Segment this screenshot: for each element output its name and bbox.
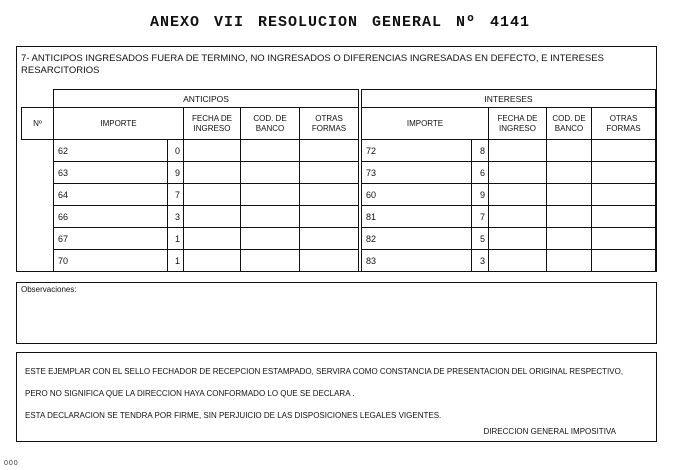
footer-signature: DIRECCION GENERAL IMPOSITIVA (483, 427, 616, 436)
row-number: 66 (54, 206, 168, 228)
cod-cell[interactable] (547, 250, 592, 272)
table-row (22, 206, 359, 228)
check-digit: 1 (168, 228, 184, 250)
cod-cell[interactable] (547, 184, 592, 206)
col-cod-banco: COD. DE BANCO (241, 108, 300, 140)
fecha-cell[interactable] (184, 184, 241, 206)
otras-cell[interactable] (300, 228, 359, 250)
row-number: 72 (362, 140, 472, 162)
intereses-header: INTERESES (362, 90, 656, 108)
cod-cell[interactable] (241, 162, 300, 184)
otras-cell[interactable] (300, 184, 359, 206)
table-row (362, 162, 656, 184)
otras-cell[interactable] (592, 206, 656, 228)
anticipos-table (21, 89, 359, 272)
cod-cell[interactable] (241, 206, 300, 228)
check-digit: 3 (168, 206, 184, 228)
check-digit: 7 (168, 184, 184, 206)
footer-box (16, 352, 657, 442)
page-marker: 000 (4, 460, 19, 467)
fecha-cell[interactable] (489, 140, 547, 162)
row-number: 81 (362, 206, 472, 228)
col-fecha-ingreso: FECHA DE INGRESO (184, 108, 241, 140)
row-number: 70 (54, 250, 168, 272)
check-digit: 3 (472, 250, 489, 272)
table-row (362, 250, 656, 272)
cod-cell[interactable] (547, 228, 592, 250)
col-num: Nº (22, 108, 54, 140)
fecha-cell[interactable] (184, 206, 241, 228)
table-row (22, 228, 359, 250)
footer-line-3: ESTA DECLARACION SE TENDRA POR FIRME, SIN PERJUICIO DE LAS DISPOSICIONES LEGALES VIGENTES. (25, 411, 442, 420)
fecha-cell[interactable] (184, 140, 241, 162)
table-row (22, 250, 359, 272)
cod-cell[interactable] (241, 184, 300, 206)
col-importe: IMPORTE (54, 108, 184, 140)
row-number: 64 (54, 184, 168, 206)
table-row (362, 140, 656, 162)
col-cod-banco: COD. DE BANCO (547, 108, 592, 140)
cod-cell[interactable] (547, 206, 592, 228)
observaciones-box[interactable] (16, 282, 657, 344)
fecha-cell[interactable] (184, 250, 241, 272)
fecha-cell[interactable] (489, 250, 547, 272)
table-row (22, 162, 359, 184)
table-row (362, 228, 656, 250)
otras-cell[interactable] (592, 162, 656, 184)
otras-cell[interactable] (300, 140, 359, 162)
table-row (22, 140, 359, 162)
footer-line-2: PERO NO SIGNIFICA QUE LA DIRECCION HAYA CONFORMADO LO QUE SE DECLARA . (25, 389, 355, 398)
intereses-table (361, 89, 656, 272)
otras-cell[interactable] (592, 250, 656, 272)
cod-cell[interactable] (547, 162, 592, 184)
fecha-cell[interactable] (489, 206, 547, 228)
row-number: 62 (54, 140, 168, 162)
check-digit: 5 (472, 228, 489, 250)
check-digit: 0 (168, 140, 184, 162)
observaciones-label: Observaciones: (21, 285, 77, 294)
cod-cell[interactable] (547, 140, 592, 162)
row-number: 73 (362, 162, 472, 184)
check-digit: 6 (472, 162, 489, 184)
fecha-cell[interactable] (489, 228, 547, 250)
check-digit: 7 (472, 206, 489, 228)
otras-cell[interactable] (592, 140, 656, 162)
check-digit: 8 (472, 140, 489, 162)
anticipos-header: ANTICIPOS (54, 90, 359, 108)
row-number: 67 (54, 228, 168, 250)
otras-cell[interactable] (300, 206, 359, 228)
fecha-cell[interactable] (184, 228, 241, 250)
check-digit: 9 (472, 184, 489, 206)
cod-cell[interactable] (241, 228, 300, 250)
col-otras-formas: OTRAS FORMAS (300, 108, 359, 140)
check-digit: 9 (168, 162, 184, 184)
table-row (362, 184, 656, 206)
otras-cell[interactable] (592, 184, 656, 206)
cod-cell[interactable] (241, 140, 300, 162)
page-title: ANEXO VII RESOLUCION GENERAL Nº 4141 (149, 14, 531, 31)
footer-line-1: ESTE EJEMPLAR CON EL SELLO FECHADOR DE RECEPCION ESTAMPADO, SERVIRA COMO CONSTANCIA DE PRESENTACION DEL ORIGINAL RESPECTIVO, (25, 367, 624, 376)
otras-cell[interactable] (300, 250, 359, 272)
table-row (22, 184, 359, 206)
row-number: 83 (362, 250, 472, 272)
check-digit: 1 (168, 250, 184, 272)
otras-cell[interactable] (592, 228, 656, 250)
col-otras-formas: OTRAS FORMAS (592, 108, 656, 140)
fecha-cell[interactable] (489, 184, 547, 206)
row-number: 82 (362, 228, 472, 250)
section-7 (16, 46, 657, 272)
cod-cell[interactable] (241, 250, 300, 272)
table-row (362, 206, 656, 228)
section-title: 7- ANTICIPOS INGRESADOS FUERA DE TERMINO, NO INGRESADOS O DIFERENCIAS INGRESADAS EN DEFECTO, E INTERESES RESARCITORIOS (21, 53, 604, 76)
col-fecha-ingreso: FECHA DE INGRESO (489, 108, 547, 140)
otras-cell[interactable] (300, 162, 359, 184)
fecha-cell[interactable] (184, 162, 241, 184)
row-number: 63 (54, 162, 168, 184)
col-importe: IMPORTE (362, 108, 489, 140)
row-number: 60 (362, 184, 472, 206)
fecha-cell[interactable] (489, 162, 547, 184)
